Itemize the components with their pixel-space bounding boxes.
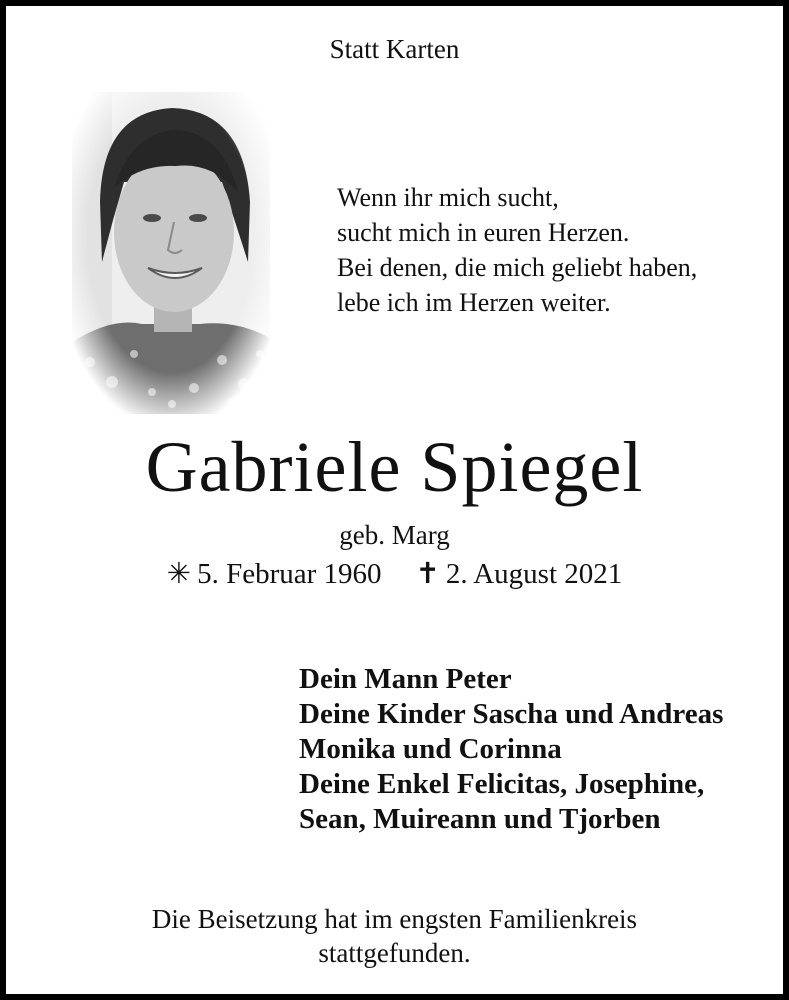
poem-line: Bei denen, die mich geliebt haben, (337, 253, 698, 282)
burial-note-line: Die Beisetzung hat im engsten Familienkreis (151, 904, 638, 934)
asterisk-icon: ✳ (166, 558, 192, 590)
deceased-name: Gabriele Spiegel (145, 427, 644, 507)
mourners-list (299, 662, 723, 837)
poem-line: Wenn ihr mich sucht, (337, 183, 559, 212)
memorial-poem (337, 180, 697, 320)
burial-note (0, 902, 789, 970)
portrait-photo (72, 92, 270, 414)
mourner-line: Dein Mann Peter (299, 663, 512, 695)
poem-line: lebe ich im Herzen weiter. (337, 288, 611, 317)
mourner-line: Monika und Corinna (299, 733, 562, 765)
death-date: 2. August 2021 (445, 558, 623, 590)
life-dates (0, 556, 789, 591)
cross-icon: ✝ (415, 558, 440, 590)
poem-line: sucht mich in euren Herzen. (337, 218, 630, 247)
birth-name: geb. Marg (339, 520, 450, 550)
burial-note-line: stattgefunden. (318, 938, 471, 968)
mourner-line: Deine Kinder Sascha und Andreas (299, 698, 724, 730)
mourner-line: Deine Enkel Felicitas, Josephine, (299, 768, 705, 800)
mourner-line: Sean, Muireann und Tjorben (299, 803, 661, 835)
notice-header: Statt Karten (329, 34, 460, 64)
birth-date: 5. Februar 1960 (197, 558, 382, 590)
